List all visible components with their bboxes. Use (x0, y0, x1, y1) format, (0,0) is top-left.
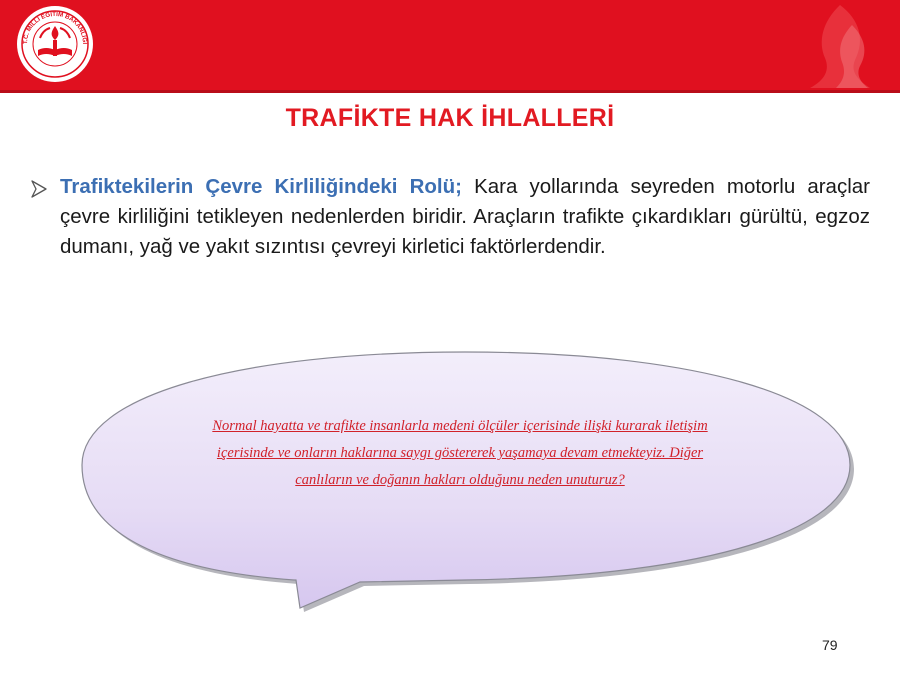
ministry-logo (10, 4, 100, 94)
bullet-body: Kara yollarında seyreden motorlu araçlar çevre kirliliğini tetikleyen nedenlerden biridir. Araçların trafikte çıkardıkları gürültü, egzoz dumanı, yağ ve yakıt sızıntısı çevreyi kirletici faktörlerdendir. (60, 175, 870, 258)
page-number: 79 (822, 637, 838, 653)
arrow-bullet-icon (30, 180, 48, 198)
logo-text: T.C. MİLLİ EĞİTİM BAKANLIĞI (21, 10, 89, 45)
bullet-paragraph (60, 172, 870, 262)
callout-text: Normal hayatta ve trafikte insanlarla medeni ölçüler içerisinde ilişki kurarak iletişim içerisinde ve onların haklarına saygı göstererek yaşamaya devam etmekteyiz. Diğer canlıların ve doğanın hakları olduğunu neden unuturuz? (212, 418, 708, 488)
slide-title: TRAFİKTE HAK İHLALLERİ (285, 104, 615, 132)
bullet-item (30, 172, 870, 262)
header-divider (0, 90, 900, 93)
flame-decoration (770, 0, 900, 90)
bullet-lead: Trafiktekilerin Çevre Kirliliğindeki Rolü; (60, 175, 462, 198)
header-bar (0, 0, 900, 90)
